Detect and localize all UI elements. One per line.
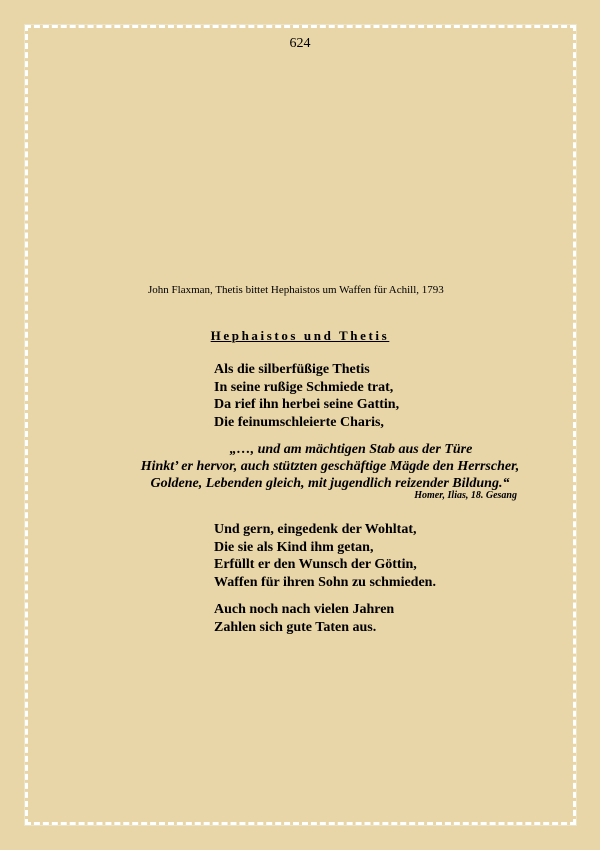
quote-line: Goldene, Lebenden gleich, mit jugendlich reizender Bildung.“	[150, 476, 510, 491]
verse-line: Und gern, eingedenk der Wohltat,	[214, 522, 417, 537]
quote-line: Hinkt’ er hervor, auch stützten geschäftige Mägde den Herrscher,	[140, 459, 520, 474]
poem-title: Hephaistos und Thetis	[210, 328, 390, 343]
verse-line: Als die silberfüßige Thetis	[214, 362, 370, 377]
verse-line: Erfüllt er den Wunsch der Göttin,	[214, 557, 417, 572]
verse-line: Auch noch nach vielen Jahren	[214, 602, 395, 617]
page-number: 624	[289, 36, 311, 51]
stanza-3	[214, 601, 394, 636]
image-caption: John Flaxman, Thetis bittet Hephaistos um Waffen für Achill, 1793	[148, 284, 444, 296]
stanza-1	[214, 361, 399, 431]
quote-line: „…, und am mächtigen Stab aus der Türe	[229, 442, 473, 457]
stanza-2	[214, 521, 436, 591]
verse-line: Da rief ihn herbei seine Gattin,	[214, 397, 400, 412]
verse-line: In seine rußige Schmiede trat,	[214, 379, 394, 395]
quote-attribution: Homer, Ilias, 18. Gesang	[414, 490, 517, 501]
verse-line: Die feinumschleierte Charis,	[214, 414, 384, 430]
verse-line: Die sie als Kind ihm getan,	[214, 539, 374, 555]
verse-line: Zahlen sich gute Taten aus.	[214, 619, 377, 635]
verse-line: Waffen für ihren Sohn zu schmieden.	[214, 574, 436, 590]
homer-quote	[130, 441, 530, 492]
